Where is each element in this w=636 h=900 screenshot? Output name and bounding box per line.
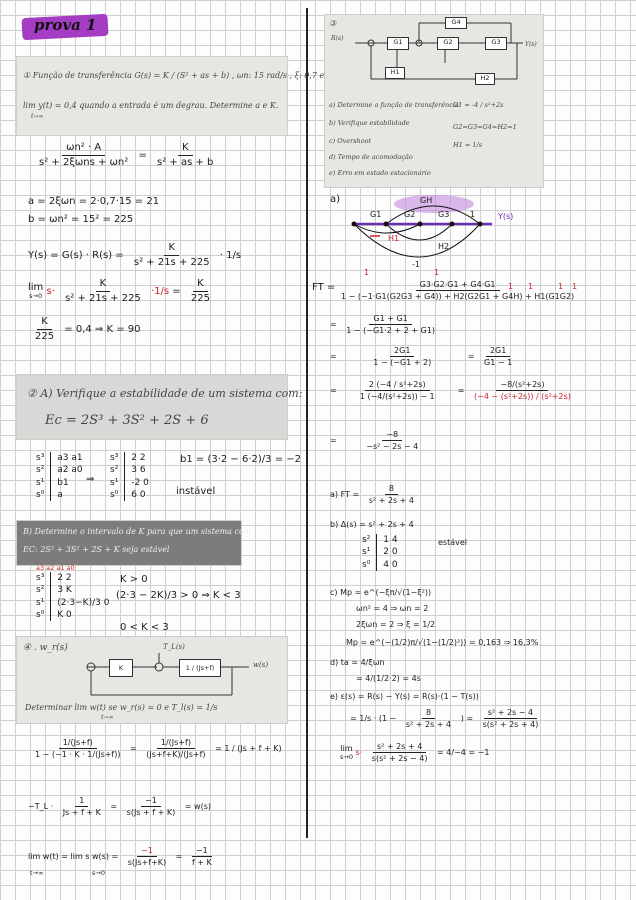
q2b-table-row <box>30 584 115 596</box>
q3-signal-flow-graph <box>340 190 530 270</box>
q3-ans-e2 <box>350 708 545 729</box>
q1-photo-line2: lim y(t) = 0,4 quando a entrada é um degrau. Determine a e K. <box>23 101 279 110</box>
q3-ans-e3-sub: s→0 <box>340 752 353 761</box>
q3-photo-value-h1: H1 = 1/s <box>453 141 483 149</box>
q3-routh-power: s¹ <box>356 546 377 558</box>
q1-photo-lim: t→∞ <box>31 113 44 120</box>
q3-block-h2: H2 <box>475 73 495 85</box>
q3-block-g1: G1 <box>387 37 409 50</box>
q3-step2-num: G1 + G1 <box>369 314 411 325</box>
q2b-cond1: K > 0 <box>120 574 148 585</box>
column-divider <box>306 8 308 838</box>
q2b-photo-line1: B) Determine o intervalo de K para que um sistema com <box>23 527 252 536</box>
q1-y-num: K <box>164 242 179 256</box>
q3-step4-rnum: −8/(s²+2s) <box>496 380 548 391</box>
q3-ans-d1: d) ta = 4/ξωn <box>330 658 385 667</box>
q3-node-g1: G1 <box>370 210 382 219</box>
q2-table1-power: s³ <box>30 452 51 464</box>
q3-ans-a-label: a) FT = <box>330 490 360 500</box>
q4-eq-mid-num: 1/(Js+f) <box>157 738 195 749</box>
q3-step4-rden: (−4 − (s²+2s)) / (s²+2s) <box>474 392 571 402</box>
q3-routh-row <box>356 559 404 571</box>
q2b-cond2: (2·3 − 2K)/3 > 0 ⇒ K < 3 <box>116 590 241 601</box>
q1-photo-line1: ① Função de transferência G(s) = K / (S² + as + b) , ωn: 15 rad/s , ξ: 0,7 e <box>23 71 325 80</box>
q3-block-g2: G2 <box>437 37 459 50</box>
q2b-table-values: 3 K <box>57 585 72 596</box>
q3-ans-e2-num: 8 <box>422 708 435 719</box>
q3-routh-row <box>356 546 404 558</box>
q3-photo-item-e: e) Erro em estado estacionário <box>329 169 431 177</box>
q1-lim-rden: 225 <box>190 292 210 304</box>
q3-photo-out: Y(s) <box>525 41 537 48</box>
q3-ans-e2-den: s² + 2s + 4 <box>405 720 452 730</box>
q2b-table-values: 2 2 <box>57 573 72 583</box>
q3-photo: ③ R(s) Y(s) G4 G1 G2 G3 H1 H2 a) Determine a função de transferência b) Verifique estabilidade c) Overshoot d) Tempo de acomodação e) Erro em estado estacionário G1 = -4 / s²+2s G2=G3=G4=H2=1 H1 = 1/s <box>324 14 544 188</box>
q2b-coeffs: a3 a2 a1 a0 <box>36 564 75 572</box>
q3-ans-b-label: b) Δ(s) = s² + 2s + 4 <box>330 520 414 529</box>
q3-step2: = $\frac{G1 + G1}{1 - (-G1\cdot 2 + 2 + G1)}$ <box>330 314 442 335</box>
q4-label-tl: T_L(s) <box>163 643 185 651</box>
q3-node-y: Y(s) <box>498 212 514 221</box>
q3-ans-b-result: estável <box>438 538 468 547</box>
q3-node-g3: G3 <box>438 210 450 219</box>
q3-ft-eq <box>334 280 581 301</box>
q3-ft-mark-2: 1 <box>434 268 440 277</box>
q2-table1-values: b1 <box>57 477 69 488</box>
q2-photo-text: ② A) Verifique a estabilidade de um sistema com: <box>27 387 303 400</box>
q2-table2-values: 2 2 <box>131 453 146 463</box>
q4-eq-mid-den: (Js+f+K)/(Js+f) <box>146 750 206 760</box>
q3-step4: = $\frac{\text{2 (−4 / s²+2s)}}{\text{1 (−4/(s²+2s)) − 1}}$ = $\frac{\text{−8/(s²+2s)}}{\text{(−4 − (s²+2s)) / (s²+2s)}}$ <box>330 380 578 401</box>
q3-ans-a-den: s² + 2s + 4 <box>368 496 415 506</box>
q2-table2-row <box>104 464 155 476</box>
q4-photo-det: Determinar lim w(t) se w_r(s) = 0 e T_l(s) = 1/s <box>25 703 218 712</box>
q3-ft-mark-5: 1 <box>572 282 578 291</box>
q3-routh-row <box>356 534 404 546</box>
q1-lim-eq: lim s→0 s· $\frac{K}{\text{s² + 21s + 225}}$ ·1/s = $\frac{K}{225}$ <box>28 278 217 304</box>
q2-table2-row <box>104 452 155 464</box>
q3-label-gh: GH <box>420 196 433 205</box>
q2-table2 <box>104 452 155 501</box>
q3-ans-e3-num: s² + 2s + 4 <box>373 742 426 753</box>
q3-step3-den: 1 − (−G1 + 2) <box>373 358 432 368</box>
q3-ans-a <box>330 484 421 505</box>
q1-lim-den: s² + 21s + 225 <box>65 292 141 304</box>
q2-photo-eq: Ec = 2S³ + 3S² + 2S + 6 <box>45 413 209 428</box>
q2-table1-power: s¹ <box>30 477 51 489</box>
q1-k-den: 225 <box>35 330 55 342</box>
q1-k-eq <box>28 316 141 342</box>
q2b-table-power: s² <box>30 584 51 596</box>
q3-ans-e2-pre: = 1/s · (1 − <box>350 714 397 724</box>
q4-lim-den: s(Js+f+K) <box>127 858 167 868</box>
q4-lim-eq: lim w(t) = lim s w(s) = $\frac{-1}{s(Js+f+K)}$ = $\frac{-1}{f + K}$ <box>28 846 219 867</box>
q3-ft-den: 1 − (−1·G1(G2G3 + G4)) + H2(G2G1 + G4H) + H1(G1G2) <box>341 292 575 302</box>
q3-routh-power: s⁰ <box>356 559 377 571</box>
q3-step5: = $\frac{-8}{\text{−s² − 2s − 4}}$ <box>330 430 445 451</box>
q3-ans-c2: ωn² = 4 ⇒ ωn = 2 <box>356 604 429 613</box>
q1-k-tail: = 0,4 ⇒ K = 90 <box>64 324 141 335</box>
q3-step5-den: −s² − 2s − 4 <box>366 442 419 452</box>
q4-tl-res-num: −1 <box>141 796 161 807</box>
q4-lim-res-num: −1 <box>192 846 212 857</box>
q3-photo-value-g1: G1 = -4 / s²+2s <box>453 101 504 109</box>
q4-lim-sub2: s→0 <box>92 869 105 877</box>
q2b-cond3: 0 < K < 3 <box>120 622 169 633</box>
q3-routh-values: 2 0 <box>383 547 398 558</box>
q4-lim-num: −1 <box>137 846 157 857</box>
q3-ft-mark-6: 1 <box>558 282 564 291</box>
q2-result: instável <box>176 486 216 497</box>
q3-ans-c4: Mp = e^(−(1/2)π/√(1−(1/2)²)) = 0,163 ⇒ 16,3% <box>346 638 539 647</box>
q3-ans-c3: 2ξωn = 2 ⇒ ξ = 1/2 <box>356 620 436 629</box>
q2b-table-row <box>30 597 115 609</box>
q2-table1 <box>30 452 89 501</box>
q2b-table-power: s⁰ <box>30 609 51 621</box>
q2-table2-values: 6 0 <box>131 490 146 501</box>
q3-label-h1: H1 <box>388 234 400 243</box>
q3-node-g2: G2 <box>404 210 416 219</box>
q3-photo-item-c: c) Overshoot <box>329 137 372 145</box>
q2b-table-power: s¹ <box>30 597 51 609</box>
q4-tl-lhs: −T_L · <box>28 802 54 812</box>
q2-table2-values: 3 6 <box>131 465 146 476</box>
q1-lim-rnum: K <box>193 278 208 292</box>
q3-routh-values: 1 4 <box>383 535 398 545</box>
q3-step4-num: 2 (−4 / s²+2s) <box>365 380 430 391</box>
q3-block-g4: G4 <box>445 17 467 29</box>
q3-ans-e3-lhs: lim <box>340 744 353 754</box>
q4-photo-det-sub: t→∞ <box>101 714 114 721</box>
q3-ft-num: G3·G2·G1 + G4·G1 <box>416 280 500 291</box>
q2-table1-row <box>30 477 89 489</box>
q3-step3-rnum: 2G1 <box>486 346 510 357</box>
q3-step3: = $\frac{2G1}{1 - (-G1 + 2)}$ = $\frac{2G1}{G1 - 1}$ <box>330 346 519 367</box>
q3-photo-item-b: b) Verifique estabilidade <box>329 119 410 127</box>
q2b-table-values: K 0 <box>57 610 72 621</box>
q3-step3-rden: G1 − 1 <box>484 358 513 368</box>
q2-table1-row <box>30 464 89 476</box>
q2-table1-power: s² <box>30 464 51 476</box>
q3-ans-e2-rnum: s² + 2s − 4 <box>484 708 537 719</box>
q4-lim-lhs: lim w(t) = lim s w(s) = <box>28 852 119 862</box>
q3-node-1: 1 <box>470 210 476 219</box>
q1-a-line: a = 2ξωn = 2·0,7·15 = 21 <box>28 196 160 207</box>
q1-lim-sub: s→0 <box>29 292 43 301</box>
q4-photo <box>16 636 288 724</box>
q2-table2-values: -2 0 <box>131 477 149 488</box>
q3-ans-e3-den: s(s² + 2s − 4) <box>371 754 428 764</box>
q2b-photo <box>16 520 252 566</box>
q2-table1-row <box>30 489 89 501</box>
q1-y-lhs: Y(s) = G(s) · R(s) = <box>28 250 124 261</box>
q3-ft-lhs: FT = <box>312 282 336 293</box>
q2b-table-row <box>30 609 115 621</box>
q2b-table-values: (2·3−K)/3 0 <box>57 597 110 608</box>
q4-photo-title: ④ . w_r(s) <box>23 643 68 653</box>
q3-ans-c1: c) Mp = e^(−ξπ/√(1−ξ²)) <box>330 588 432 597</box>
q2b-table <box>30 572 115 621</box>
q1-eq1-num: ωn² · A <box>62 142 105 156</box>
q4-tl-den: Js + f + K <box>62 808 101 818</box>
q4-lim-sub1: t→∞ <box>30 869 44 877</box>
q1-eq1-rden: s² + as + b <box>157 156 214 168</box>
q3-ans-d2: = 4/(1/2·2) = 4s <box>356 674 421 683</box>
q3-routh-power: s² <box>356 534 377 546</box>
q2-table2-row <box>104 489 155 501</box>
q3-label-h2: H2 <box>438 242 450 251</box>
q2-table1-row <box>30 452 89 464</box>
q2-table2-row <box>104 477 155 489</box>
q3-step5-num: −8 <box>382 430 402 441</box>
q3-ans-e1: e) ε(s) = R(s) − Y(s) = R(s)·(1 − T(s)) <box>330 692 479 701</box>
q2b-photo-line2: EC: 2S³ + 3S² + 2S + K seja estável <box>23 545 170 554</box>
q3-ans-e2-post: ) = <box>460 714 474 724</box>
q4-tl-res: = w(s) <box>184 802 211 812</box>
q3-step2-den: 1 − (−G1·2 + 2 + G1) <box>346 326 435 336</box>
q2b-table-row <box>30 572 115 584</box>
q1-photo <box>16 56 325 136</box>
q4-lim-res-den: f + K <box>191 858 212 868</box>
q2-b1-formula: b1 = (3·2 − 6·2)/3 = −2 <box>180 454 302 465</box>
q2-arrow: ⇒ <box>86 474 95 485</box>
q3-ans-e3: lim s→0 s· $\frac{\text{s² + 2s + 4}}{\text{s(s² + 2s − 4)}}$ = 4/−4 = −1 <box>340 742 490 764</box>
q3-ft-mark-3: 1 <box>508 282 514 291</box>
q3-photo-in: R(s) <box>331 35 344 42</box>
q2b-table-power: s³ <box>30 572 51 584</box>
q4-tl-eq: −T_L · $\frac{1}{Js + f + K}$ = $\frac{-1}{s(Js + f + K)}$ = w(s) <box>28 796 211 818</box>
q1-b-line: b = ωn² = 15² = 225 <box>28 214 134 225</box>
q4-eq-res: 1 / (Js + f + K) <box>224 744 282 754</box>
q4-label-w: w(s) <box>253 661 269 669</box>
q4-tl-num: 1 <box>75 796 88 807</box>
q3-step4-den: 1 (−4/(s²+2s)) − 1 <box>359 392 435 402</box>
q2-table1-values: a2 a0 <box>57 465 83 476</box>
q3-ans-e3-res: = 4/−4 = −1 <box>437 748 490 758</box>
q3-photo-item-d: d) Tempo de acomodação <box>329 153 413 161</box>
q3-ans-e2-rden: s(s² + 2s + 4) <box>482 720 539 730</box>
q4-eq1: $\frac{1/(Js+f)}{1 - (-1 \cdot K \cdot 1/(Js+f))}$ = $\frac{1/(Js+f)}{(Js+f+K)/(Js+f)}$ = 1 / (Js + f + K) <box>28 738 282 759</box>
q2-table1-power: s⁰ <box>30 489 51 501</box>
q3-photo-value-g234: G2=G3=G4=H2=1 <box>453 123 517 131</box>
q4-block-plant: 1 / (Js+f) <box>179 659 221 677</box>
q3-photo-item-a: a) Determine a função de transferência <box>329 101 459 109</box>
q1-eq1-rnum: K <box>178 142 193 156</box>
q3-part-a: a) <box>330 194 341 205</box>
q2-table1-values: a <box>57 490 63 501</box>
q3-ans-a-num: 8 <box>385 484 398 495</box>
page-title: prova 1 <box>34 16 97 34</box>
q1-lim-num: K <box>96 278 111 292</box>
q1-y-eq <box>28 242 241 268</box>
q3-ft-mark-1: 1 <box>364 268 370 277</box>
q1-y-den: s² + 21s + 225 <box>133 256 210 268</box>
q1-eq1-den: s² + 2ξωns + ωn² <box>39 156 129 168</box>
q1-y-tail: · 1/s <box>219 250 242 261</box>
q3-routh-values: 4 0 <box>383 559 398 570</box>
q3-ft-mark-4: 1 <box>528 282 534 291</box>
q4-eq-den1: 1 − (−1 · K · 1/(Js+f)) <box>35 750 121 760</box>
q2-table1-values: a3 a1 <box>57 453 83 463</box>
q3-step3-num: 2G1 <box>390 346 414 357</box>
q3-block-h1: H1 <box>385 67 405 79</box>
q2-table2-power: s¹ <box>104 477 125 489</box>
q4-tl-res-den: s(Js + f + K) <box>126 808 176 818</box>
q2-table2-power: s⁰ <box>104 489 125 501</box>
q4-eq-num1: 1/(Js+f) <box>59 738 97 749</box>
q1-eq1: $\frac{\text{ωn² · A}}{\text{s² + 2ξωns + ωn²}}$ = $\frac{K}{\text{s² + as + b}}$ <box>32 142 220 168</box>
q3-ans-b-routh <box>356 534 404 571</box>
q1-lim-lhs: lim <box>28 281 44 293</box>
q2-photo <box>16 374 303 440</box>
q2-table2-power: s² <box>104 464 125 476</box>
q3-block-g3: G3 <box>485 37 507 50</box>
q2-table2-power: s³ <box>104 452 125 464</box>
q3-label-neg1: -1 <box>412 260 420 269</box>
q1-k-num: K <box>37 316 52 330</box>
q4-block-k: K <box>109 659 133 677</box>
